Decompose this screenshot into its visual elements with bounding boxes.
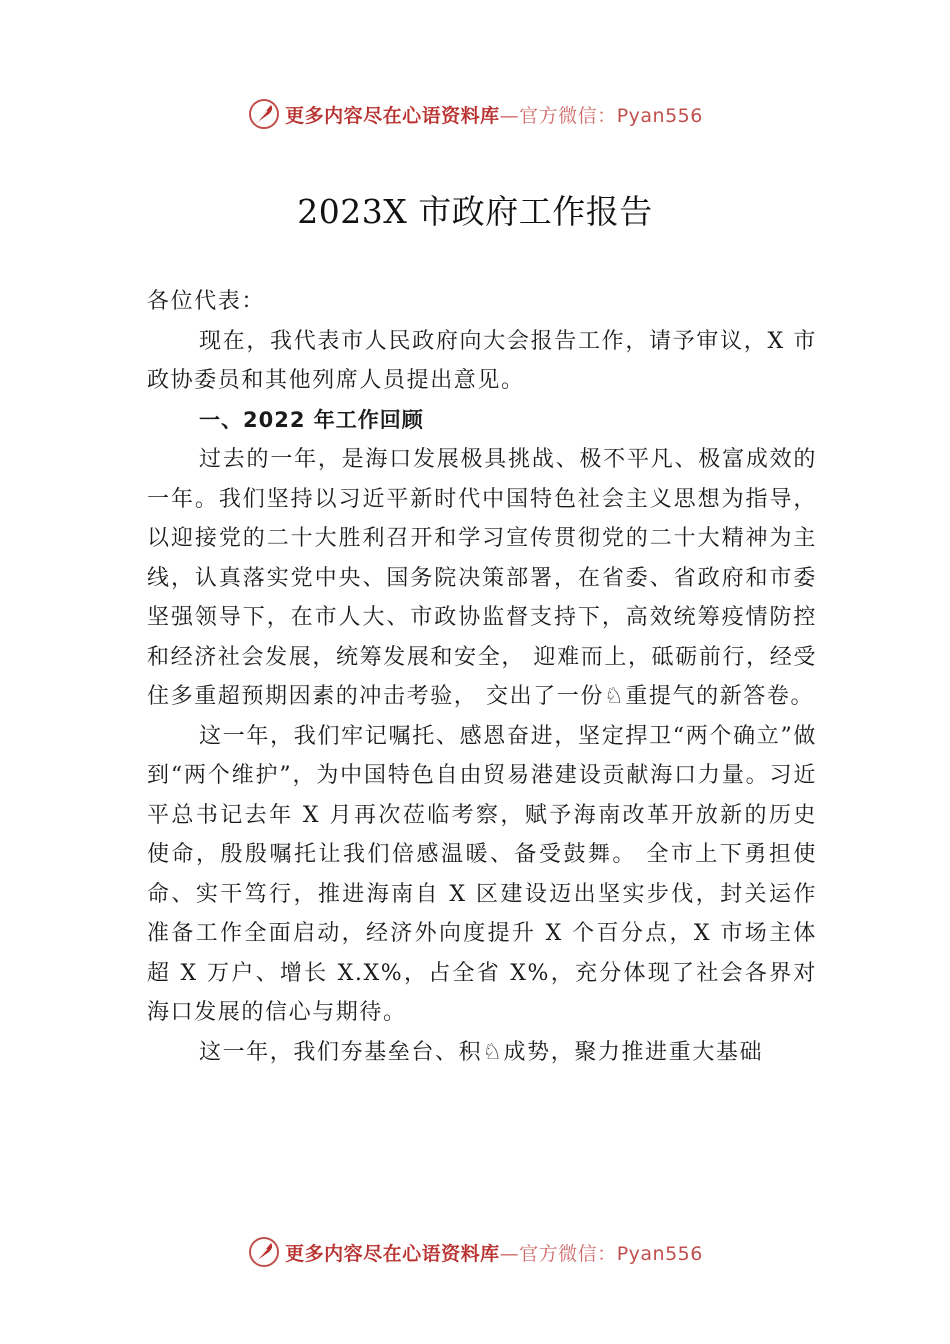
watermark-part1: 更多内容尽在心语资料库 (285, 104, 500, 127)
feather-pen-logo-icon (247, 1235, 281, 1269)
watermark-handle: Pyan556 (616, 104, 703, 127)
section-heading: 一、2022 年工作回顾 (199, 407, 424, 432)
feather-pen-logo-icon (247, 97, 281, 131)
footer-watermark-banner (0, 1232, 950, 1272)
header-watermark-banner (0, 94, 950, 134)
watermark-text (285, 1239, 703, 1266)
watermark-handle: Pyan556 (616, 1242, 703, 1265)
paragraph: 这一年，我们牢记嘱托、感恩奋进，坚定捍卫“两个确立”做到“两个维护”，为中国特色自由贸易港建设贡献海口力量。习近平总书记去年 X 月再次莅临考察，赋予海南改革开放新的历史使命，殷殷嘱托让我们倍感温暖、备受鼓舞。 全市上下勇担使命、实干笃行，推进海南自 X 区建设迈出坚实步伐，封关运作准备工作全面启动，经济外向度提升 X 个百分点，X 市场主体超 X 万户、增长 X.X%，占全省 X%，充分体现了社会各界对海口发展的信心与期待。 (147, 723, 817, 1025)
paragraph: 这一年，我们夯基垒台、积♘成势，聚力推进重大基础 (199, 1039, 764, 1065)
document-title: 2023X 市政府工作报告 (297, 192, 653, 231)
watermark-dash: — (499, 104, 520, 127)
paragraph: 过去的一年，是海口发展极具挑战、极不平凡、极富成效的一年。我们坚持以习近平新时代中国特色社会主义思想为指导，以迎接党的二十大胜利召开和学习宣传贯彻党的二十大精神为主线，认真落实党中央、国务院决策部署，在省委、省政府和市委坚强领导下，在市人大、市政协监督支持下，高效统筹疫情防控和经济社会发展，统筹发展和安全， 迎难而上，砥砺前行，经受住多重超预期因素的冲击考验， 交出了一份♘重提气的新答卷。 (147, 447, 817, 709)
paragraph-intro: 现在，我代表市人民政府向大会报告工作，请予审议，X 市政协委员和其他列席人员提出意见。 (147, 328, 817, 393)
watermark-text (285, 101, 703, 128)
document-body (147, 282, 817, 1072)
watermark-dash: — (499, 1242, 520, 1265)
watermark-part1: 更多内容尽在心语资料库 (285, 1242, 500, 1265)
watermark-part2: 官方微信： (519, 1242, 617, 1265)
watermark-part2: 官方微信： (519, 104, 617, 127)
salutation: 各位代表： (147, 289, 266, 314)
